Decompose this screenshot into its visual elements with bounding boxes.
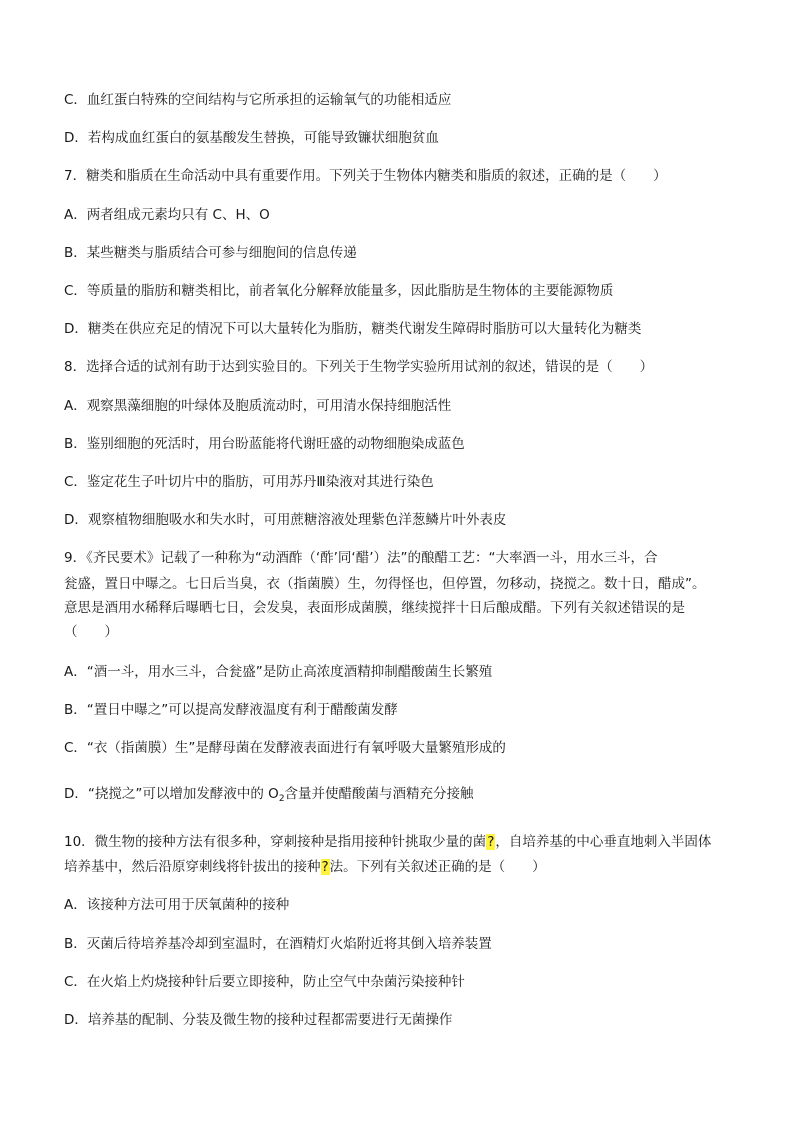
- q7-option-a: A．两者组成元素均只有 C、H、O: [64, 207, 270, 223]
- unknown-char-mark: ?: [321, 859, 329, 875]
- q10-option-b: B．灭菌后待培养基冷却到室温时，在酒精灯火焰附近将其倒入培养装置: [64, 936, 492, 952]
- q7-option-b: B．某些糖类与脂质结合可参与细胞间的信息传递: [64, 245, 357, 261]
- unknown-char-mark: ?: [487, 834, 495, 850]
- q9-option-a: A．“酒一斗，用水三斗，合瓮盛”是防止高浓度酒精抑制醋酸菌生长繁殖: [64, 664, 493, 680]
- q10-stem-line-1: 10．微生物的接种方法有很多种，穿刺接种是指用接种针挑取少量的菌?，自培养基的中心垂直地刺入半固体: [64, 834, 712, 850]
- q10-stem-line-2: 培养基中，然后沿原穿刺线将针拔出的接种?法。下列有关叙述正确的是（ ）: [64, 859, 546, 875]
- q6-option-d: D．若构成血红蛋白的氨基酸发生替换，可能导致镰状细胞贫血: [64, 130, 439, 146]
- q9-option-b: B．“置日中曝之”可以提高发酵液温度有利于醋酸菌发酵: [64, 702, 398, 718]
- q8-option-d: D．观察植物细胞吸水和失水时，可用蔗糖溶液处理紫色洋葱鳞片叶外表皮: [64, 512, 507, 528]
- q9-answer-bracket: （ ）: [64, 624, 118, 640]
- q9-stem-line-2: 瓮盛，置日中曝之。七日后当臭，衣（指菌膜）生，勿得怪也，但停置，勿移动，挠搅之。数十日，醋成”。: [64, 576, 706, 592]
- q10-option-a: A．该接种方法可用于厌氧菌种的接种: [64, 897, 290, 913]
- q9-stem-line-1: 9．《齐民要术》记载了一种称为“动酒酢（‘酢’同‘醋’）法”的酿醋工艺：“大率酒一斗，用水三斗，合: [64, 550, 658, 566]
- q6-option-c: C．血红蛋白特殊的空间结构与它所承担的运输氧气的功能相适应: [64, 92, 452, 108]
- q8-option-b: B．鉴别细胞的死活时，用台盼蓝能将代谢旺盛的动物细胞染成蓝色: [64, 436, 465, 452]
- q8-option-c: C．鉴定花生子叶切片中的脂肪，可用苏丹Ⅲ染液对其进行染色: [64, 474, 434, 490]
- q7-option-d: D．糖类在供应充足的情况下可以大量转化为脂肪，糖类代谢发生障碍时脂肪可以大量转化为糖类: [64, 321, 642, 337]
- q9-stem-line-3: 意思是酒用水稀释后曝晒七日，会发臭，表面形成菌膜，继续搅拌十日后酿成醋。下列有关叙述错误的是: [64, 600, 685, 616]
- q7-stem: 7．糖类和脂质在生命活动中具有重要作用。下列关于生物体内糖类和脂质的叙述，正确的是（ ）: [64, 168, 667, 184]
- q8-option-a: A．观察黑藻细胞的叶绿体及胞质流动时，可用清水保持细胞活性: [64, 398, 452, 414]
- q9-option-c: C．“衣（指菌膜）生”是酵母菌在发酵液表面进行有氧呼吸大量繁殖形成的: [64, 740, 506, 756]
- oxygen-subscript: 2: [278, 794, 285, 804]
- q8-stem: 8．选择合适的试剂有助于达到实验目的。下列关于生物学实验所用试剂的叙述，错误的是（ ）: [64, 359, 654, 375]
- q7-option-c: C．等质量的脂肪和糖类相比，前者氧化分解释放能量多，因此脂肪是生物体的主要能源物质: [64, 283, 614, 299]
- q9-option-d: D．“挠搅之”可以增加发酵液中的 $O_2$含量并使醋酸菌与酒精充分接触: [64, 786, 474, 804]
- q10-option-c: C．在火焰上灼烧接种针后要立即接种，防止空气中杂菌污染接种针: [64, 974, 465, 990]
- q10-option-d: D．培养基的配制、分装及微生物的接种过程都需要进行无菌操作: [64, 1012, 453, 1028]
